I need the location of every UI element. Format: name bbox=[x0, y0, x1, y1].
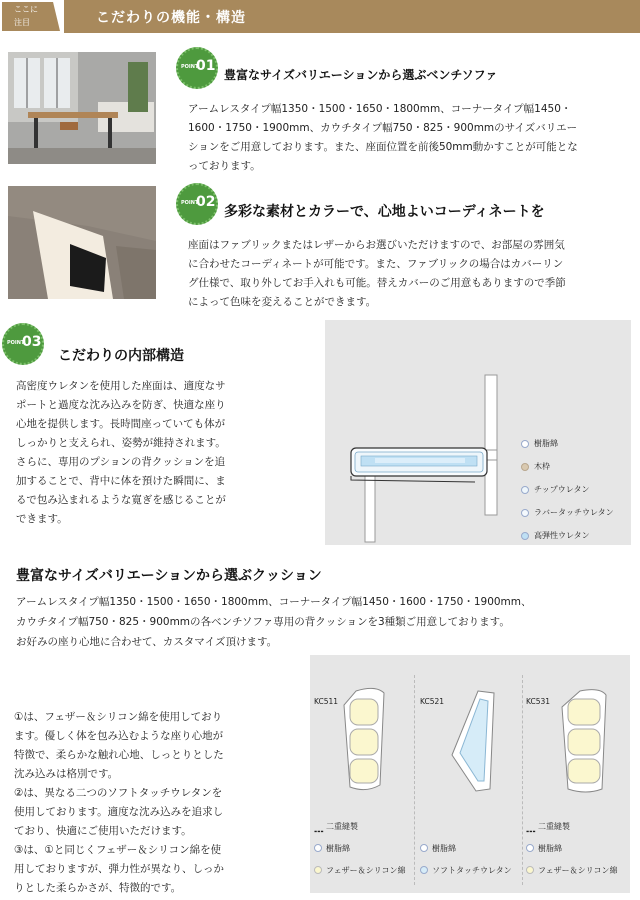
legend-label: フェザー＆シリコン綿 bbox=[538, 865, 618, 875]
legend-item bbox=[521, 478, 614, 501]
kc531-cushion-shape bbox=[554, 685, 614, 795]
text-line: 使用しております。適度な沈み込みを追求し bbox=[14, 806, 224, 818]
badge-label: POINT bbox=[7, 340, 25, 346]
point-01-badge bbox=[176, 47, 218, 89]
text-line: 高密度ウレタンを使用した座面は、適度なサ bbox=[16, 380, 226, 392]
model-code: KC531 bbox=[526, 697, 551, 706]
legend-item bbox=[521, 524, 614, 547]
section-title: こだわりの機能・構造 bbox=[96, 10, 246, 26]
text-line: ションをご用意しております。また、座面位置を前後50mm動かすことが可能とな bbox=[188, 141, 578, 153]
text-line: ます。優しく体を包み込むような座り心地が bbox=[14, 730, 224, 742]
legend-dot bbox=[314, 844, 322, 852]
internal-structure-diagram bbox=[325, 320, 631, 545]
header-tag-line2: 注目 bbox=[14, 18, 30, 27]
text-line: 心地を提供します。長時間座っていても体が bbox=[16, 418, 226, 430]
text-line: っております。 bbox=[188, 160, 261, 172]
text-line: ②は、異なる二つのソフトタッチウレタンを bbox=[14, 787, 223, 799]
text-line: お好みの座り心地に合わせて、カスタマイズ頂けます。 bbox=[16, 636, 278, 648]
legend-label: チップウレタン bbox=[534, 485, 590, 494]
legend-item bbox=[314, 859, 405, 881]
point-01-text bbox=[188, 100, 578, 176]
legend-dot bbox=[526, 844, 534, 852]
badge-number: 01 bbox=[196, 58, 216, 74]
text-line: 沈み込みは格別です。 bbox=[14, 768, 119, 780]
text-line: りとした柔らかさが、特徴的です。 bbox=[14, 882, 182, 894]
legend-label: 二重縫製 bbox=[538, 821, 570, 831]
point-01-heading: 豊富なサイズバリエーションから選ぶベンチソファ bbox=[224, 68, 498, 82]
legend-label: ソフトタッチウレタン bbox=[432, 865, 512, 875]
badge-label: POINT bbox=[181, 64, 199, 70]
text-line: ており、快適にご使用いただけます。 bbox=[14, 825, 192, 837]
point-02-badge bbox=[176, 183, 218, 225]
kc531-legend bbox=[526, 815, 617, 881]
dining-room-photo bbox=[8, 52, 156, 164]
badge-number: 03 bbox=[22, 334, 42, 350]
text-line: るで包み込まれるような寛ぎを感じることが bbox=[16, 494, 226, 506]
kc511-cushion-shape bbox=[336, 685, 392, 795]
divider bbox=[522, 675, 523, 885]
cushion-diagram-panel bbox=[310, 655, 630, 893]
model-code: KC511 bbox=[314, 697, 339, 706]
legend-dot bbox=[521, 463, 529, 471]
text-line: に合わせたコーディネートが可能です。また、ファブリックの場合はカバーリン bbox=[188, 258, 564, 270]
legend-dot bbox=[521, 440, 529, 448]
legend-dot bbox=[521, 486, 529, 494]
text-line: 加することで、背中に体を預けた瞬間に、ま bbox=[16, 475, 226, 487]
text-line: アームレスタイプ幅1350・1500・1650・1800mm、コーナータイプ幅1450・1600・1750・1900mm、 bbox=[16, 596, 532, 608]
legend-dash-icon: ┄ bbox=[526, 822, 536, 841]
kc521-legend bbox=[420, 837, 512, 881]
legend-label: 樹脂綿 bbox=[326, 843, 350, 853]
header-tag-line1: ここに bbox=[14, 5, 38, 14]
legend-label: ラバータッチウレタン bbox=[534, 508, 614, 517]
legend-item bbox=[526, 837, 617, 859]
point-02-heading: 多彩な素材とカラーで、心地よいコーディネートを bbox=[224, 204, 545, 220]
badge-number: 02 bbox=[196, 194, 216, 210]
legend-item bbox=[521, 501, 614, 524]
cushion-description bbox=[14, 708, 224, 898]
legend-label: 高弾性ウレタン bbox=[534, 531, 590, 540]
kc511-legend bbox=[314, 815, 405, 881]
legend-item bbox=[521, 432, 614, 455]
kc521-cushion-shape bbox=[444, 685, 504, 795]
text-line: ①は、フェザー＆シリコン綿を使用しており bbox=[14, 711, 223, 723]
legend-item bbox=[526, 859, 617, 881]
model-code: KC521 bbox=[420, 697, 445, 706]
text-line: 1600・1750・1900mm、カウチタイプ幅750・825・900mmのサイズバリエー bbox=[188, 122, 578, 134]
legend-dash-icon: ┄ bbox=[314, 822, 324, 841]
text-line: アームレスタイプ幅1350・1500・1650・1800mm、コーナータイプ幅1450・ bbox=[188, 103, 572, 115]
point-02-text bbox=[188, 236, 566, 312]
legend-label: フェザー＆シリコン綿 bbox=[326, 865, 406, 875]
legend-label: 木枠 bbox=[534, 462, 550, 471]
badge-label: POINT bbox=[181, 200, 199, 206]
legend-dot bbox=[420, 866, 428, 874]
legend-label: 二重縫製 bbox=[326, 821, 358, 831]
cushion-heading: 豊富なサイズバリエーションから選ぶクッション bbox=[16, 568, 322, 584]
text-line: さらに、専用のプションの背クッションを追 bbox=[16, 456, 226, 468]
legend bbox=[521, 432, 614, 547]
text-line: 用しておりますが、弾力性が異なり、しっか bbox=[14, 863, 224, 875]
fabric-cover-photo bbox=[8, 186, 156, 299]
divider bbox=[414, 675, 415, 885]
legend-item bbox=[314, 837, 405, 859]
legend-dot bbox=[420, 844, 428, 852]
point-03-text bbox=[16, 377, 226, 529]
legend-label: 樹脂綿 bbox=[534, 439, 558, 448]
legend-item bbox=[526, 815, 617, 841]
legend-item bbox=[420, 859, 512, 881]
legend-item bbox=[521, 455, 614, 478]
legend-dot bbox=[521, 509, 529, 517]
text-line: カウチタイプ幅750・825・900mmの各ベンチソファ専用の背クッションを3種類ご用意しております。 bbox=[16, 616, 510, 628]
legend-dot bbox=[314, 866, 322, 874]
text-line: ③は、①と同じくフェザー＆シリコン綿を使 bbox=[14, 844, 222, 856]
text-line: 特徴で、柔らかな触れ心地、しっとりとした bbox=[14, 749, 224, 761]
legend-item bbox=[420, 837, 512, 859]
text-line: ポートと過度な沈み込みを防ぎ、快適な座り bbox=[16, 399, 226, 411]
legend-item bbox=[314, 815, 405, 841]
legend-label: 樹脂綿 bbox=[432, 843, 456, 853]
text-line: できます。 bbox=[16, 513, 68, 525]
cushion-intro bbox=[16, 592, 532, 652]
legend-dot bbox=[521, 532, 529, 540]
legend-dot bbox=[526, 866, 534, 874]
point-03-heading: こだわりの内部構造 bbox=[58, 348, 184, 364]
text-line: 座面はファブリックまたはレザーからお選びいただけますので、お部屋の雰囲気 bbox=[188, 239, 565, 251]
text-line: グ仕様で、取り外してお手入れも可能。替えカバーのご用意もありますので季節 bbox=[188, 277, 566, 289]
text-line: しっかりと支えられ、姿勢が維持されます。 bbox=[16, 437, 226, 449]
text-line: によって色味を変えることができます。 bbox=[188, 296, 377, 308]
legend-label: 樹脂綿 bbox=[538, 843, 562, 853]
point-03-badge bbox=[2, 323, 44, 365]
